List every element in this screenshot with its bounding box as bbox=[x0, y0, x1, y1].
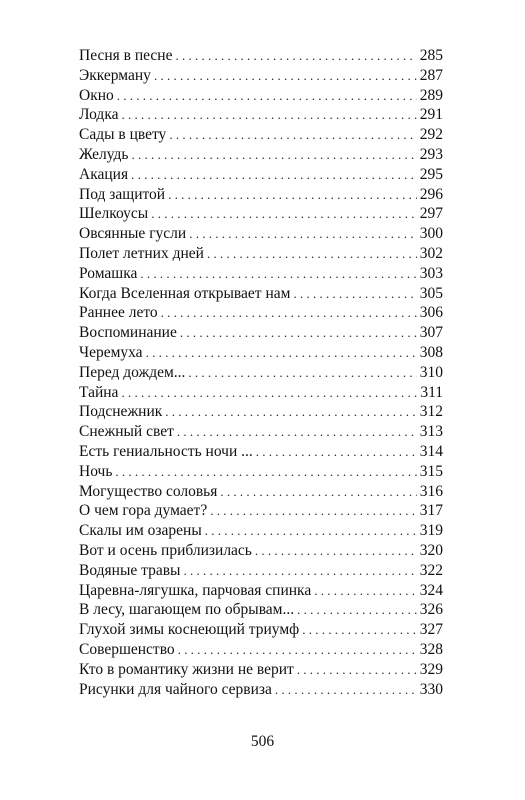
toc-dot-leader bbox=[183, 561, 416, 581]
toc-entry bbox=[79, 581, 443, 601]
toc-entry-title: Водяные травы bbox=[79, 561, 181, 579]
toc-entry-page: 300 bbox=[419, 225, 443, 243]
toc-entry-page: 320 bbox=[419, 541, 443, 559]
toc-entry-title: Сады в цвету bbox=[79, 126, 167, 144]
toc-entry bbox=[79, 86, 443, 106]
toc-entry-title: Раннее лето bbox=[79, 304, 158, 322]
toc-entry-page: 306 bbox=[419, 304, 443, 322]
toc-entry bbox=[79, 46, 443, 66]
toc-entry bbox=[79, 343, 443, 363]
toc-entry-page: 287 bbox=[419, 66, 443, 84]
toc-dot-leader bbox=[180, 323, 417, 343]
toc-entry-title: Совершенство bbox=[79, 640, 175, 658]
toc-entry bbox=[79, 284, 443, 304]
toc-dot-leader bbox=[210, 501, 417, 521]
toc-entry-title: Под защитой bbox=[79, 185, 166, 203]
toc-entry bbox=[79, 501, 443, 521]
toc-entry-title: Вот и осень приблизилась bbox=[79, 541, 252, 559]
toc-entry-page: 330 bbox=[419, 680, 443, 698]
toc-entry-page: 315 bbox=[419, 462, 443, 480]
toc-entry-page: 312 bbox=[419, 403, 443, 421]
toc-entry-page: 285 bbox=[419, 47, 443, 64]
toc-entry bbox=[79, 620, 443, 640]
toc-entry bbox=[79, 165, 443, 185]
toc-entry-title: Окно bbox=[79, 86, 114, 104]
toc-entry bbox=[79, 125, 443, 145]
toc-dot-leader bbox=[165, 402, 416, 422]
toc-entry-title: Есть гениальность ночи ... bbox=[79, 442, 253, 460]
toc-entry-page: 327 bbox=[419, 621, 443, 639]
toc-dot-leader bbox=[168, 185, 417, 205]
toc-entry-title: Ночь bbox=[79, 462, 113, 480]
toc-entry bbox=[79, 185, 443, 205]
toc-dot-leader bbox=[302, 620, 417, 640]
toc-dot-leader bbox=[146, 343, 417, 363]
toc-entry-page: 303 bbox=[419, 264, 443, 282]
toc-entry-title: Рисунки для чайного сервиза bbox=[79, 680, 272, 698]
toc-entry bbox=[79, 323, 443, 343]
toc-entry-title: Снежный свет bbox=[79, 423, 174, 441]
toc-entry-page: 329 bbox=[419, 660, 443, 678]
toc-dot-leader bbox=[207, 244, 417, 264]
toc-entry bbox=[79, 521, 443, 541]
toc-entry bbox=[79, 204, 443, 224]
toc-entry-title: Лодка bbox=[79, 106, 119, 124]
toc-entry-title: Песня в песне bbox=[79, 47, 173, 64]
toc-entry-title: Овсянные гусли bbox=[79, 225, 187, 243]
toc-dot-leader bbox=[256, 442, 417, 462]
toc-entry bbox=[79, 482, 443, 502]
toc-entry-page: 326 bbox=[419, 601, 443, 619]
toc-dot-leader bbox=[205, 521, 417, 541]
toc-dot-leader bbox=[131, 165, 417, 185]
toc-entry-title: Могущество соловья bbox=[79, 482, 218, 500]
toc-entry bbox=[79, 224, 443, 244]
toc-entry-title: Акация bbox=[79, 165, 129, 183]
toc-dot-leader bbox=[151, 204, 417, 224]
toc-dot-leader bbox=[122, 105, 417, 125]
toc-entry-page: 289 bbox=[419, 86, 443, 104]
toc-entry-title: Скалы им озарены bbox=[79, 522, 202, 540]
toc-entry bbox=[79, 383, 443, 403]
toc-entry-title: Кто в романтику жизни не верит bbox=[79, 660, 294, 678]
toc-entry-page: 305 bbox=[419, 284, 443, 302]
toc-dot-leader bbox=[117, 86, 417, 106]
toc-entry-page: 292 bbox=[419, 126, 443, 144]
toc-entry-page: 307 bbox=[419, 324, 443, 342]
toc-entry-page: 296 bbox=[419, 185, 443, 203]
toc-dot-leader bbox=[178, 640, 417, 660]
page-number: 506 bbox=[250, 733, 275, 750]
toc-entry-page: 314 bbox=[419, 442, 443, 460]
toc-entry-page: 297 bbox=[419, 205, 443, 223]
toc-entry-title: Подснежник bbox=[79, 403, 163, 421]
toc-dot-leader bbox=[175, 46, 416, 66]
toc-dot-leader bbox=[255, 541, 417, 561]
toc-dot-leader bbox=[293, 284, 416, 304]
toc-entry-title: О чем гора думает? bbox=[79, 502, 208, 520]
toc-entry bbox=[79, 402, 443, 422]
toc-entry-page: 324 bbox=[419, 581, 443, 599]
toc-dot-leader bbox=[154, 66, 417, 86]
toc-entry-title: Царевна-лягушка, парчовая спинка bbox=[79, 581, 312, 599]
toc-entry-title: Ромашка bbox=[79, 264, 138, 282]
toc-dot-leader bbox=[121, 383, 417, 403]
toc-entry-page: 310 bbox=[419, 363, 443, 381]
toc-dot-leader bbox=[115, 462, 416, 482]
toc-entry bbox=[79, 145, 443, 165]
toc-entry-page: 308 bbox=[419, 343, 443, 361]
toc-entry bbox=[79, 303, 443, 323]
toc-entry bbox=[79, 422, 443, 442]
toc-dot-leader bbox=[297, 660, 417, 680]
toc-entry bbox=[79, 105, 443, 125]
toc-entry-page: 319 bbox=[419, 522, 443, 540]
toc-entry-page: 316 bbox=[419, 482, 443, 500]
toc-entry-title: Шелкоусы bbox=[79, 205, 149, 223]
toc-entry-title: Перед дождем... bbox=[79, 363, 186, 381]
toc-entry-title: Черемуха bbox=[79, 343, 143, 361]
toc-entry bbox=[79, 600, 443, 620]
toc-entry bbox=[79, 66, 443, 86]
toc-entry-page: 317 bbox=[419, 502, 443, 520]
toc-dot-leader bbox=[275, 680, 417, 700]
toc-dot-leader bbox=[161, 303, 417, 323]
toc-entry-title: Когда Вселенная открывает нам bbox=[79, 284, 291, 302]
toc-entry-title: В лесу, шагающем по обрывам... bbox=[79, 601, 295, 619]
table-of-contents bbox=[79, 46, 443, 699]
toc-entry-title: Воспоминание bbox=[79, 324, 177, 342]
toc-dot-leader bbox=[189, 224, 417, 244]
toc-entry-page: 295 bbox=[419, 165, 443, 183]
toc-entry bbox=[79, 561, 443, 581]
toc-entry-page: 322 bbox=[419, 561, 443, 579]
toc-entry-title: Эккерману bbox=[79, 66, 151, 84]
toc-dot-leader bbox=[188, 363, 416, 383]
toc-entry-page: 311 bbox=[420, 383, 443, 401]
toc-entry-page: 328 bbox=[419, 640, 443, 658]
toc-entry-page: 313 bbox=[419, 423, 443, 441]
toc-dot-leader bbox=[169, 125, 416, 145]
toc-dot-leader bbox=[220, 482, 416, 502]
toc-entry-title: Глухой зимы коснеющий триумф bbox=[79, 621, 300, 639]
toc-entry bbox=[79, 541, 443, 561]
toc-dot-leader bbox=[177, 422, 417, 442]
toc-entry bbox=[79, 462, 443, 482]
toc-entry-title: Желудь bbox=[79, 145, 129, 163]
toc-entry-page: 291 bbox=[419, 106, 443, 124]
toc-entry bbox=[79, 363, 443, 383]
toc-entry bbox=[79, 680, 443, 700]
toc-entry bbox=[79, 640, 443, 660]
toc-dot-leader bbox=[314, 581, 417, 601]
toc-dot-leader bbox=[140, 264, 416, 284]
toc-entry-title: Полет летних дней bbox=[79, 244, 204, 262]
toc-entry-page: 293 bbox=[419, 145, 443, 163]
toc-dot-leader bbox=[131, 145, 416, 165]
toc-entry bbox=[79, 264, 443, 284]
toc-entry-title: Тайна bbox=[79, 383, 119, 401]
toc-entry-page: 302 bbox=[419, 244, 443, 262]
toc-entry bbox=[79, 442, 443, 462]
toc-entry bbox=[79, 244, 443, 264]
toc-entry bbox=[79, 660, 443, 680]
toc-dot-leader bbox=[297, 600, 417, 620]
